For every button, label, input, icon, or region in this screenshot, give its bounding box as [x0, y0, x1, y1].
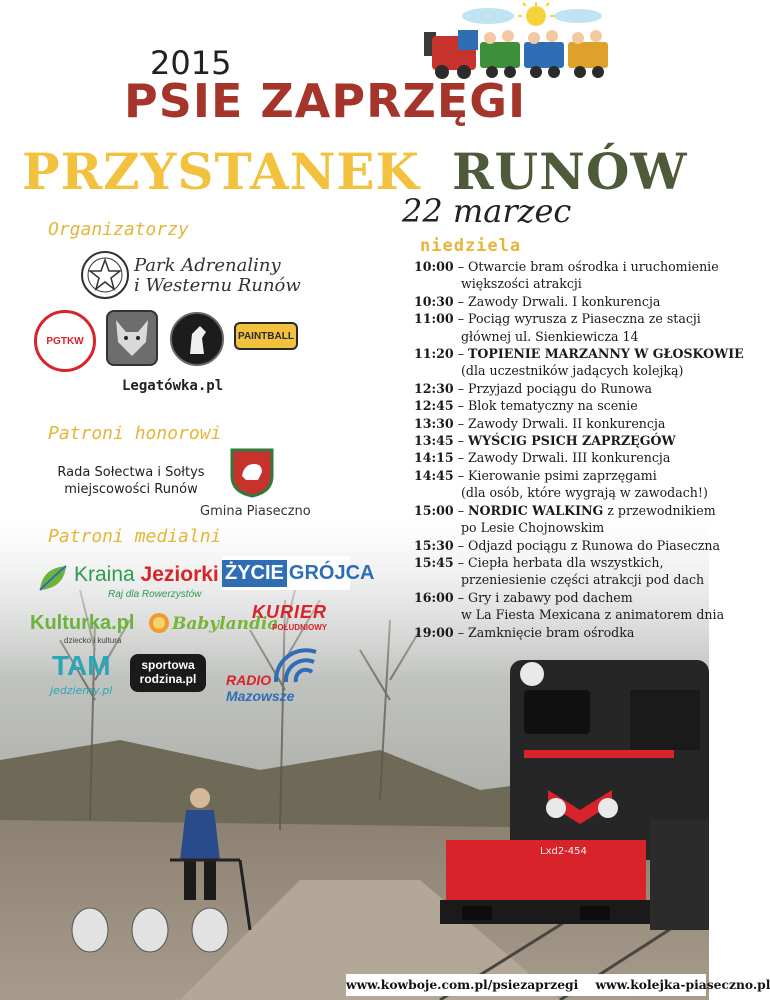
sportowa-rodzina-logo: [130, 654, 206, 692]
schedule-item: 16:00 – Gry i zabawy pod dachem w La Fiesta Mexicana z animatorem dnia: [414, 589, 725, 623]
kraina-subtitle: Raj dla Rowerzystów: [108, 589, 202, 600]
kurier-text: KURIER: [252, 602, 328, 622]
sportowa-text: sportowa: [141, 658, 195, 672]
schedule-item: 12:45 – Blok tematyczny na scenie: [414, 398, 638, 414]
kulturka-logo: Kulturka.pl: [30, 612, 135, 634]
schedule-time: 13:30: [414, 415, 454, 431]
paintball-logo-text: PAINTBALL: [238, 330, 294, 342]
babylandia-logo: Babylandia: [172, 614, 279, 634]
schedule-time: 15:00: [414, 502, 454, 518]
sun-icon: [526, 6, 546, 26]
zycie-grojca-logo: [222, 556, 375, 590]
schedule-description: Przyjazd pociągu do Runowa: [468, 380, 653, 396]
schedule-description: Odjazd pociągu z Runowa do Piaseczna: [468, 537, 721, 553]
schedule-description: Kierowanie psimi zaprzęgami: [468, 467, 657, 483]
schedule-item: 15:00 – NORDIC WALKING z przewodnikiem po Lesie Chojnowskim: [414, 502, 716, 536]
pgtkw-logo-text: PGTKW: [46, 335, 84, 347]
schedule-description: Ciepła herbata dla wszystkich,: [468, 554, 664, 570]
section-heading-honorary: Patroni honorowi: [48, 423, 222, 444]
event-subtitle-second: RUNÓW: [452, 142, 688, 201]
park-adrenaliny-logo: [80, 250, 130, 304]
rada-solectwa-text: [56, 464, 206, 498]
schedule-time: 19:00: [414, 624, 454, 640]
leaf-icon: [36, 562, 70, 596]
schedule-time: 11:20: [414, 346, 454, 362]
jeziorki-text: Jeziorki: [140, 563, 219, 586]
schedule-description-continuation: (dla uczestników jadących kolejką): [461, 363, 684, 379]
schedule-time: 12:30: [414, 380, 454, 396]
kraina-jeziorki-logo: [36, 562, 70, 600]
schedule-item: 12:30 – Przyjazd pociągu do Runowa: [414, 380, 653, 396]
sheriff-star-icon: [80, 250, 130, 300]
horse-head-icon: [172, 314, 222, 364]
schedule-time: 10:30: [414, 293, 454, 309]
mazowsze-text: Mazowsze: [226, 688, 295, 704]
schedule-description-continuation: przeniesienie części atrakcji pod dach: [461, 572, 705, 588]
radio-text: RADIO: [226, 672, 272, 688]
gmina-coat-of-arms: [228, 446, 276, 502]
horse-riding-logo: [170, 312, 224, 366]
schedule-time: 15:30: [414, 537, 454, 553]
schedule-item: 19:00 – Zamknięcie bram ośrodka: [414, 624, 635, 640]
schedule-description: Zamknięcie bram ośrodka: [468, 624, 635, 640]
schedule-day: niedziela: [420, 236, 522, 256]
event-subtitle-first: PRZYSTANEK: [22, 142, 420, 201]
park-adrenaliny-name-line1: Park Adrenaliny: [134, 255, 281, 276]
coat-of-arms-icon: [228, 446, 276, 498]
rada-line1: Rada Sołectwa i Sołtys: [57, 465, 205, 480]
radio-mazowsze-logo: [226, 640, 326, 710]
kurier-poludniowy-logo: [252, 602, 344, 636]
kraina-text: Kraina: [74, 563, 135, 586]
wolf-club-logo: [106, 310, 158, 366]
schedule-description: WYŚCIG PSICH ZAPRZĘGÓW: [468, 433, 676, 449]
kulturka-subtitle: dziecko i kultura: [64, 636, 122, 645]
legatowka-logo: Legatówka.pl: [122, 378, 224, 394]
schedule-item: 15:45 – Ciepła herbata dla wszystkich, przeniesienie części atrakcji pod dach: [414, 554, 705, 588]
schedule-time: 13:45: [414, 433, 454, 449]
schedule-description-continuation: większości atrakcji: [461, 276, 582, 292]
schedule-item: 10:00 – Otwarcie bram ośrodka i uruchomienie większości atrakcji: [414, 259, 719, 292]
lion-icon: [148, 612, 170, 634]
schedule-time: 16:00: [414, 589, 454, 605]
schedule-description-continuation: (dla osób, które wygrają w zawodach!): [461, 485, 708, 501]
schedule-list: [414, 258, 744, 641]
schedule-description: Zawody Drwali. III konkurencja: [468, 450, 671, 466]
locomotive-plate: Lxd2-454: [540, 846, 587, 857]
schedule-item: 11:00 – Pociąg wyrusza z Piaseczna ze stacji głównej ul. Sienkiewicza 14: [414, 310, 706, 345]
husky-dogs: [72, 908, 228, 952]
schedule-item: 14:45 – Kierowanie psimi zaprzęgami (dla osób, które wygrają w zawodach!): [414, 467, 708, 501]
schedule-description: Zawody Drwali. I konkurencja: [468, 293, 661, 309]
schedule-description-rest: z przewodnikiem: [603, 502, 716, 518]
park-adrenaliny-name-line2: i Westernu Runów: [134, 275, 301, 296]
musher-figure: [180, 788, 220, 900]
event-date: 22 marzec: [402, 192, 572, 230]
section-heading-media: Patroni medialni: [48, 526, 222, 547]
schedule-time: 14:45: [414, 467, 454, 483]
event-title: PSIE ZAPRZĘGI: [124, 74, 527, 128]
locomotive-photo: [440, 650, 709, 970]
gmina-piaseczno-label: Gmina Piaseczno: [200, 504, 311, 519]
schedule-time: 14:15: [414, 450, 454, 466]
schedule-item: 14:15 – Zawody Drwali. III konkurencja: [414, 450, 671, 466]
rada-line2: miejscowości Runów: [64, 482, 198, 497]
wolf-icon: [108, 312, 156, 364]
tam-logo: TAM: [52, 650, 111, 681]
schedule-time: 12:45: [414, 398, 454, 414]
schedule-item: 10:30 – Zawody Drwali. I konkurencja: [414, 293, 661, 309]
schedule-description: Blok tematyczny na scenie: [468, 398, 638, 414]
cartoon-train-illustration: [418, 2, 618, 82]
zycie-text: ŻYCIE: [222, 560, 287, 587]
schedule-description-continuation: w La Fiesta Mexicana z animatorem dnia: [461, 607, 725, 623]
schedule-description: Gry i zabawy pod dachem: [468, 589, 633, 605]
schedule-description: Pociąg wyrusza z Piaseczna ze stacji: [468, 311, 701, 327]
schedule-item: 15:30 – Odjazd pociągu z Runowa do Piaseczna: [414, 537, 721, 553]
schedule-description-continuation: głównej ul. Sienkiewicza 14: [461, 328, 639, 344]
dog-sled-photo: [60, 780, 280, 980]
pgtkw-logo: [34, 310, 96, 372]
schedule-description-continuation: po Lesie Chojnowskim: [461, 520, 605, 536]
tam-subtitle: jedziemy.pl: [50, 684, 113, 697]
schedule-time: 15:45: [414, 554, 454, 570]
poludniowy-text: POŁUDNIOWY: [272, 623, 328, 632]
schedule-description: Zawody Drwali. II konkurencja: [468, 415, 666, 431]
schedule-item: 13:30 – Zawody Drwali. II konkurencja: [414, 415, 666, 431]
schedule-item: 11:20 – TOPIENIE MARZANNY W GŁOSKOWIE (dla uczestników jadących kolejką): [414, 346, 744, 379]
rodzina-text: rodzina.pl: [139, 672, 197, 686]
schedule-time: 11:00: [414, 311, 454, 327]
schedule-description: Otwarcie bram ośrodka i uruchomienie: [468, 259, 719, 274]
schedule-description: NORDIC WALKING: [468, 502, 604, 518]
section-heading-organizers: Organizatorzy: [48, 219, 189, 240]
footer-url-kolejka[interactable]: www.kolejka-piaseczno.pl: [595, 977, 770, 992]
footer-url-kowboje[interactable]: www.kowboje.com.pl/psiezaprzegi: [346, 977, 579, 992]
babylandia-logo-mark: [148, 612, 170, 638]
schedule-description: TOPIENIE MARZANNY W GŁOSKOWIE: [468, 346, 744, 362]
event-year: 2015: [150, 44, 232, 82]
schedule-item: 13:45 – WYŚCIG PSICH ZAPRZĘGÓW: [414, 433, 676, 449]
schedule-time: 10:00: [414, 259, 454, 274]
kraina-jeziorki-title: [74, 563, 219, 587]
paintball-logo: [234, 322, 298, 350]
grojca-text: GRÓJCA: [288, 561, 375, 584]
footer-websites: [346, 974, 770, 996]
